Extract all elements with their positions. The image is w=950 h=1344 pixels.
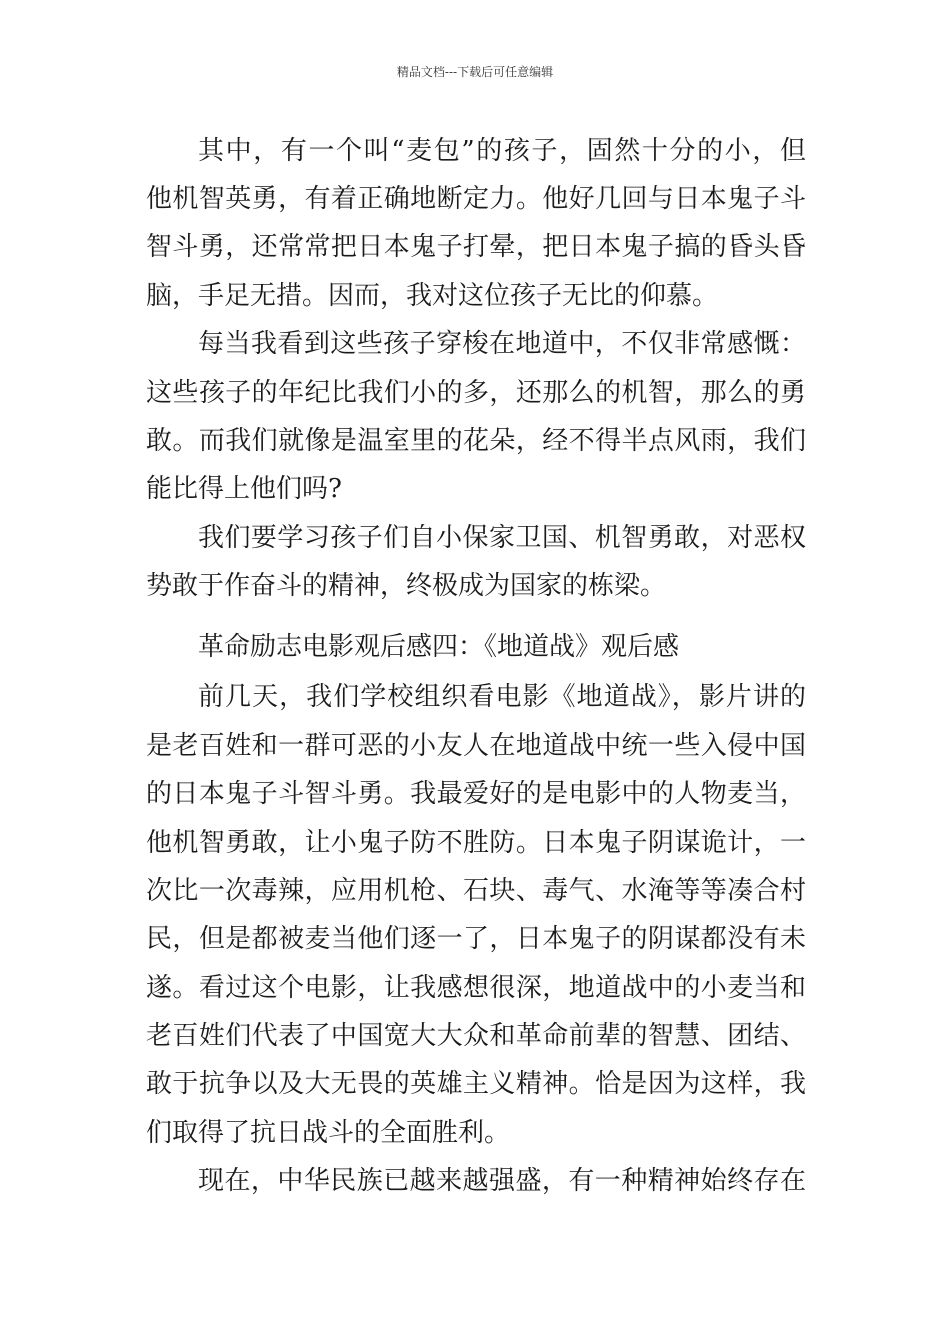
paragraph-5-line-6: 民，但是都被麦当他们逐一了，日本鬼子的阴谋都没有未 (146, 924, 806, 954)
paragraph-2-line-2: 这些孩子的年纪比我们小的多，还那么的机智，那么的勇 (146, 378, 806, 408)
paragraph-6-line-1: 现在，中华民族已越来越强盛，有一种精神始终存在 (198, 1166, 806, 1196)
paragraph-1-line-2: 他机智英勇，有着正确地断定力。他好几回与日本鬼子斗 (146, 184, 806, 214)
paragraph-1-line-3: 智斗勇，还常常把日本鬼子打晕，把日本鬼子搞的昏头昏 (146, 232, 806, 262)
paragraph-2-line-4: 能比得上他们吗? (146, 474, 342, 504)
paragraph-1-line-4: 脑，手足无措。因而，我对这位孩子无比的仰慕。 (146, 281, 719, 311)
paragraph-5-line-10: 们取得了抗日战斗的全面胜利。 (146, 1118, 511, 1148)
paragraph-1-line-1: 其中，有一个叫“麦包”的孩子，固然十分的小，但 (198, 136, 806, 166)
paragraph-2-line-1: 每当我看到这些孩子穿梭在地道中，不仅非常感慨： (198, 329, 806, 359)
section-heading: 革命励志电影观后感四：《地道战》观后感 (198, 632, 680, 662)
paragraph-5-line-8: 老百姓们代表了中国宽大大众和革命前辈的智慧、团结、 (146, 1021, 806, 1051)
paragraph-5-line-4: 他机智勇敢，让小鬼子防不胜防。日本鬼子阴谋诡计，一 (146, 828, 806, 858)
paragraph-5-line-3: 的日本鬼子斗智斗勇。我最爱好的是电影中的人物麦当， (146, 779, 806, 809)
paragraph-3-line-2: 势敢于作奋斗的精神，终极成为国家的栋梁。 (146, 571, 667, 601)
paragraph-2-line-3: 敢。而我们就像是温室里的花朵，经不得半点风雨，我们 (146, 426, 806, 456)
page-header: 精品文档---下载后可任意编辑 (396, 65, 554, 79)
paragraph-5-line-1: 前几天，我们学校组织看电影《地道战》，影片讲的 (198, 682, 806, 712)
paragraph-5-line-9: 敢于抗争以及大无畏的英雄主义精神。恰是因为这样，我 (146, 1069, 806, 1099)
paragraph-5-line-5: 次比一次毒辣，应用机枪、石块、毒气、水淹等等凑合村 (146, 876, 806, 906)
paragraph-5-line-2: 是老百姓和一群可恶的小友人在地道战中统一些入侵中国 (146, 731, 806, 761)
paragraph-5-line-7: 遂。看过这个电影，让我感想很深，地道战中的小麦当和 (146, 973, 806, 1003)
paragraph-3-line-1: 我们要学习孩子们自小保家卫国、机智勇敢，对恶权 (198, 523, 806, 553)
